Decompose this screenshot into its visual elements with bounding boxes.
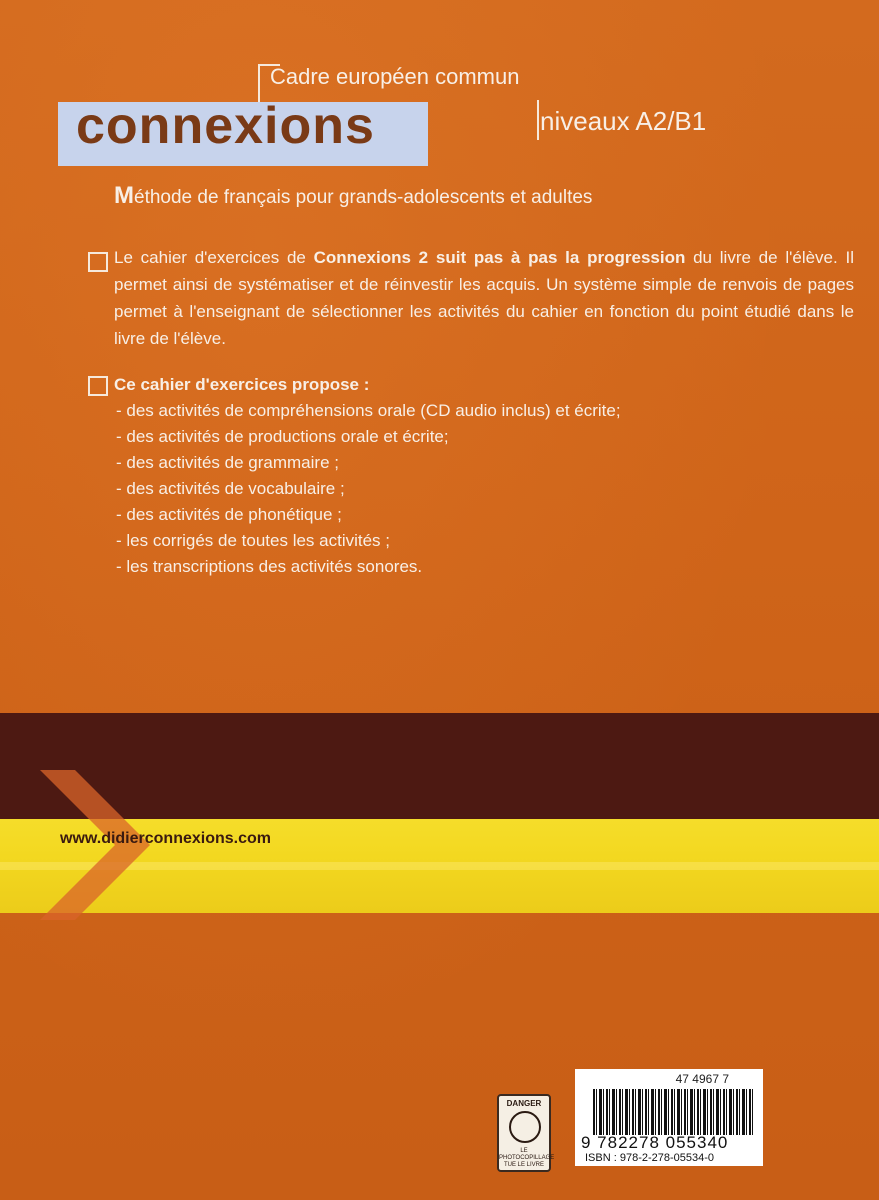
- activities-list: [114, 372, 621, 580]
- intro-text-1: Le cahier d'exercices de: [114, 248, 314, 267]
- list-item: - les corrigés de toutes les activités ;: [116, 531, 391, 550]
- danger-photocopillage-logo: [497, 1094, 555, 1172]
- list-item: - des activités de vocabulaire ;: [116, 479, 345, 498]
- list-heading: Ce cahier d'exercices propose :: [114, 375, 370, 394]
- danger-foot-text: LE PHOTOCOPILLAGE TUE LE LIVRE: [499, 1148, 555, 1168]
- connexions-logo: connexions: [76, 97, 375, 155]
- barcode-panel: [575, 1069, 763, 1166]
- intro-bold: Connexions 2 suit pas à pas la progression: [313, 248, 686, 267]
- danger-label: DANGER: [506, 1099, 542, 1108]
- subtitle: [114, 182, 592, 210]
- intro-paragraph: [114, 244, 854, 352]
- list-item: - des activités de grammaire ;: [116, 453, 339, 472]
- barcode-code-top: 47 4967 7: [675, 1072, 729, 1086]
- intro-text-2: du livre de l'élève. Il permet ainsi de systématiser et de réinvestir les acquis. Un système simple de renvois de pages permet à l'enseignant de sélectionner les activités du cahier en fonction du point étudié dans le livre de l'élève.: [114, 248, 854, 348]
- list-item: - les transcriptions des activités sonores.: [116, 557, 423, 576]
- list-item: - des activités de compréhensions orale (CD audio inclus) et écrite;: [116, 401, 621, 420]
- list-item: - des activités de phonétique ;: [116, 505, 342, 524]
- barcode-number: 9 782278 055340: [581, 1133, 729, 1152]
- barcode-bars-icon: [593, 1089, 755, 1135]
- list-item: - des activités de productions orale et écrite;: [116, 427, 449, 446]
- checkbox-square-icon: [88, 252, 108, 272]
- checkbox-square-icon: [88, 376, 108, 396]
- isbn-text: ISBN : 978-2-278-05534-0: [585, 1152, 715, 1164]
- website-link[interactable]: www.didierconnexions.com: [60, 830, 271, 847]
- subtitle-text: éthode de français pour grands-adolescents et adultes: [134, 187, 593, 208]
- cadre-europeen-label: Cadre européen commun: [270, 64, 520, 89]
- danger-emblem-icon: [509, 1111, 541, 1143]
- subtitle-initial: M: [114, 182, 134, 209]
- niveaux-label: niveaux A2/B1: [540, 106, 707, 136]
